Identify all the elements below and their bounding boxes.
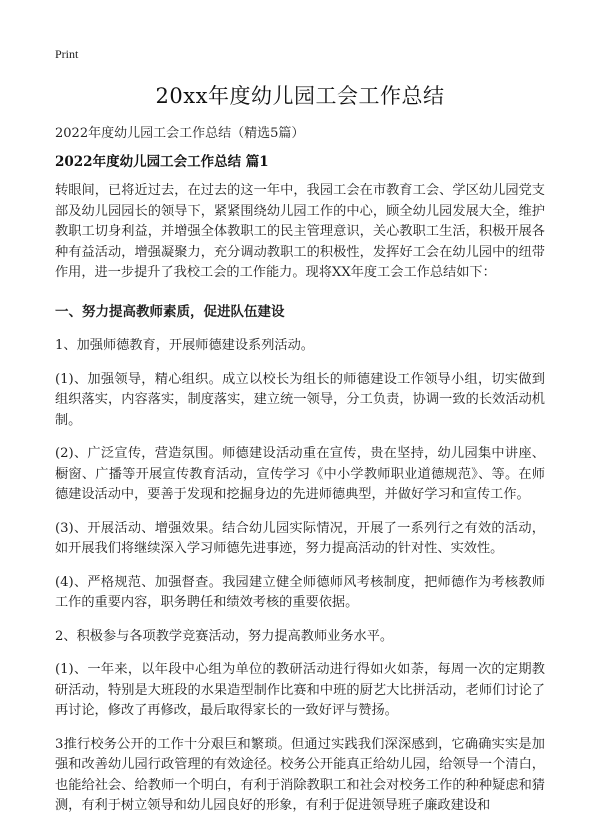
article-body [55, 181, 545, 828]
list-item: 2、积极参与各项教学竞赛活动，努力提高教师业务水平。 [55, 628, 394, 644]
article-heading: 2022年度幼儿园工会工作总结 篇1 [55, 154, 269, 170]
paragraph: 3推行校务公开的工作十分艰巨和繁琐。但通过实践我们深深感到，它确确实实是加强和改善幼儿园行政管理的有效途径。校务公开能真正给幼儿园，给领导一个清白，也能给社会、给教师一个明白，有利于消除教职工和社会对校务工作的种种疑虑和猜测，有利于树立领导和幼儿园良好的形象，有利于促进领导班子廉政建设和 [55, 736, 545, 813]
document-title: 20xx年度幼儿园工会工作总结 [155, 84, 445, 108]
document-subtitle: 2022年度幼儿园工会工作总结（精选5篇） [55, 126, 305, 141]
section-heading: 一、努力提高教师素质，促进队伍建设 [55, 303, 285, 320]
paragraph: (4)、严格规范、加强督查。我园建立健全师德师风考核制度，把师德作为考核教师工作的重要内容，职务聘任和绩效考核的重要依据。 [55, 574, 545, 610]
paragraph: (1)、加强领导，精心组织。成立以校长为组长的师德建设工作领导小组，切实做到组织落实，内容落实，制度落实，建立统一领导，分工负责，协调一致的长效活动机制。 [55, 371, 545, 428]
list-item: 1、加强师德教育，开展师德建设系列活动。 [55, 338, 314, 353]
paragraph: (1)、一年来，以年段中心组为单位的教研活动进行得如火如荼，每周一次的定期教研活动，特别是大班段的水果造型制作比赛和中班的厨艺大比拼活动，老师们讨论了再讨论，修改了再修改，最后取得家长的一致好评与赞扬。 [55, 662, 545, 718]
print-link[interactable]: Print [55, 47, 79, 61]
paragraph: (3)、开展活动、增强效果。结合幼儿园实际情况，开展了一系列行之有效的活动，如开展我们将继续深入学习师德先进事迹，努力提高活动的针对性、实效性。 [55, 520, 545, 556]
paragraph: (2)、广泛宣传，营造氛围。师德建设活动重在宣传，贵在坚持，幼儿园集中讲座、橱窗、广播等开展宣传教育活动，宣传学习《中小学教师职业道德规范》、等。在师德建设活动中，要善于发现和挖掘身边的先进师德典型，并做好学习和宣传工作。 [55, 446, 545, 502]
intro-paragraph: 转眼间，已将近过去，在过去的这一年中，我园工会在市教育工会、学区幼儿园党支部及幼儿园园长的领导下，紧紧围绕幼儿园工作的中心，顾全幼儿园发展大全，维护教职工切身利益，并增强全体教职工的民主管理意识，关心教职工生活，积极开展各种有益活动，增强凝聚力，充分调动教职工的积极性，发挥好工会在幼儿园中的纽带作用，进一步提升了我校工会的工作能力。现将XX年度工会工作总结如下： [55, 183, 545, 280]
